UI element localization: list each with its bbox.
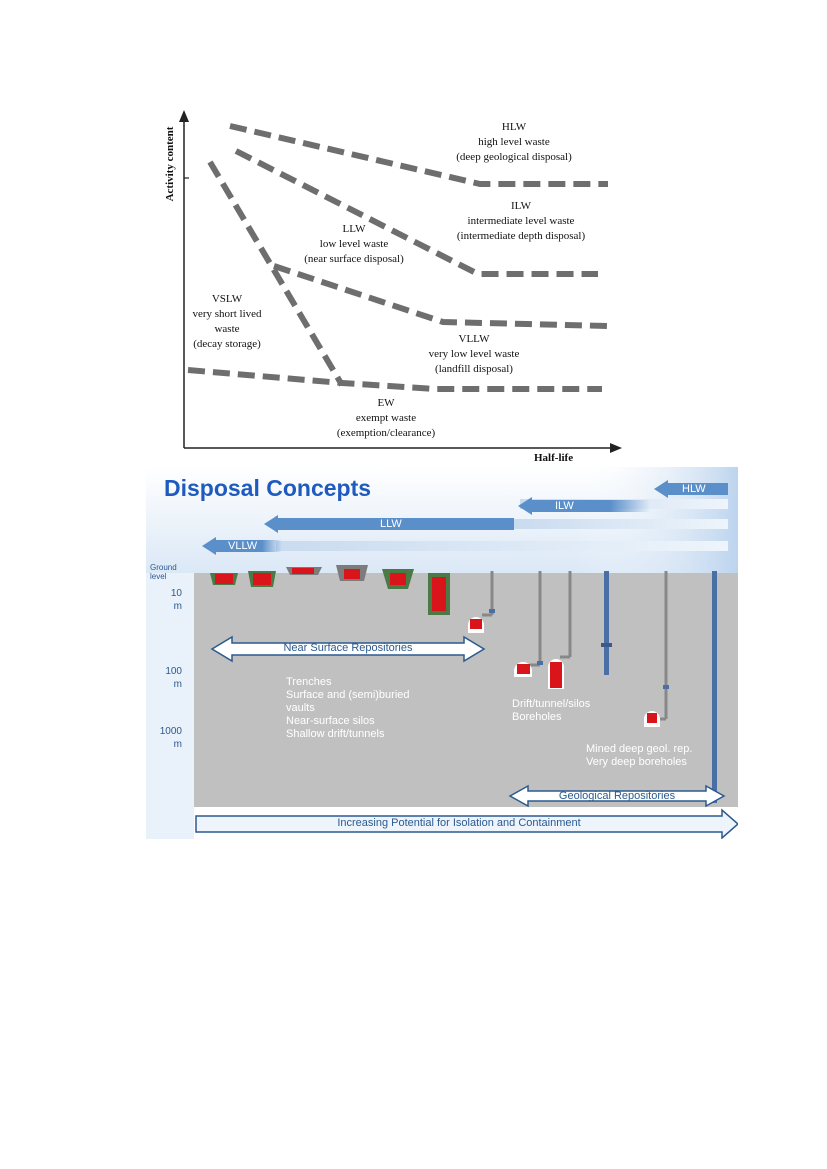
near-surface-label: Near Surface Repositories — [283, 642, 413, 654]
llw-faint-bar — [514, 519, 728, 529]
very-deep-borehole — [712, 571, 717, 803]
deep-list — [586, 743, 692, 769]
vault-2 — [336, 565, 368, 581]
vllw-faint-bar — [276, 541, 728, 551]
intermediate-item-boreholes: Boreholes — [512, 711, 562, 723]
ilw-label — [426, 199, 616, 244]
vllw-abbr: VLLW — [458, 333, 490, 345]
classification-diagram — [146, 104, 622, 466]
depth-100m — [152, 665, 182, 691]
disposal-concepts-panel — [146, 467, 738, 839]
depth-1000m-value: 1000 — [159, 726, 182, 737]
trench-1 — [210, 573, 238, 585]
deep-item-boreholes: Very deep boreholes — [586, 756, 687, 768]
ew-label — [306, 396, 466, 441]
isolation-label: Increasing Potential for Isolation and Containment — [337, 817, 581, 829]
depth-100m-value: 100 — [165, 666, 182, 677]
ew-name: exempt waste — [355, 412, 417, 424]
shaft-marker — [489, 609, 495, 613]
deep-repository — [644, 711, 660, 727]
llw-name: low level waste — [319, 238, 389, 250]
ilw-name: intermediate level waste — [467, 215, 575, 227]
deep-item-mined: Mined deep geol. rep. — [586, 743, 693, 755]
depth-10m-unit: m — [173, 601, 182, 612]
intermediate-item-drift: Drift/tunnel/silos — [512, 698, 591, 710]
hlw-abbr: HLW — [501, 121, 527, 133]
depth-10m — [152, 587, 182, 613]
llw-abbr: LLW — [342, 223, 366, 235]
ilw-arrow-label: ILW — [555, 500, 574, 512]
depth-1000m-unit: m — [173, 739, 182, 750]
hlw-label — [424, 120, 604, 165]
borehole-intermediate — [604, 571, 609, 675]
near-surface-item-tunnels: Shallow drift/tunnels — [286, 728, 385, 740]
vslw-route: (decay storage) — [193, 338, 261, 350]
near-surface-item-silos: Near-surface silos — [286, 715, 375, 727]
vault-1 — [286, 567, 322, 575]
vllw-route: (landfill disposal) — [435, 363, 513, 375]
near-surface-item-trenches: Trenches — [286, 676, 332, 688]
y-axis-arrowhead — [179, 110, 189, 122]
near-surface-silo — [428, 573, 450, 615]
disposal-concepts-title: Disposal Concepts — [164, 475, 372, 501]
llw-route: (near surface disposal) — [304, 253, 404, 265]
intermediate-list — [512, 698, 590, 724]
ew-route: (exemption/clearance) — [336, 427, 436, 439]
vslw-name2: waste — [214, 323, 240, 335]
trench-2 — [248, 571, 276, 587]
x-axis-label: Half-life — [534, 452, 574, 464]
hlw-arrow-label: HLW — [682, 483, 706, 495]
near-surface-list — [286, 676, 436, 741]
x-axis-arrowhead — [610, 443, 622, 453]
vllw-label — [394, 332, 554, 377]
vllw-arrow-label: VLLW — [228, 540, 258, 552]
ilw-arrow-fade — [610, 500, 650, 512]
ilw-route: (intermediate depth disposal) — [456, 230, 586, 242]
llw-arrow-label: LLW — [380, 518, 402, 530]
hlw-route: (deep geological disposal) — [456, 151, 572, 163]
vllw-arrow-fade — [262, 540, 282, 552]
ground-level-label: Ground level — [150, 563, 177, 581]
y-axis-label: Activity content — [164, 126, 176, 202]
hlw-name: high level waste — [478, 136, 550, 148]
vslw-abbr: VSLW — [211, 293, 243, 305]
vllw-name: very low level waste — [428, 348, 520, 360]
near-surface-item-vaults: Surface and (semi)buried vaults — [286, 689, 410, 714]
geological-label: Geological Repositories — [558, 790, 676, 802]
depth-10m-value: 10 — [170, 588, 182, 599]
depth-100m-unit: m — [173, 679, 182, 690]
vslw-label — [162, 292, 292, 352]
llw-label — [284, 222, 424, 267]
ground-section — [194, 573, 738, 807]
silo-100m — [548, 659, 564, 689]
vslw-name: very short lived — [192, 308, 262, 320]
depth-1000m — [152, 725, 182, 751]
ew-abbr: EW — [377, 397, 395, 409]
ilw-abbr: ILW — [511, 200, 531, 212]
tunnel-10m — [468, 617, 484, 633]
